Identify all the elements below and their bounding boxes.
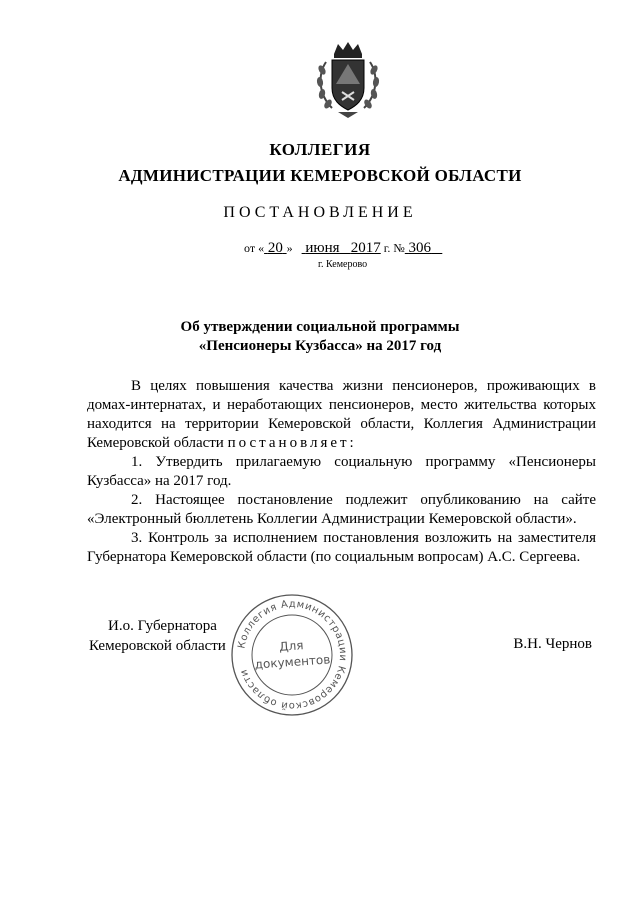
stamp-center-line2: документов (254, 652, 331, 672)
item-paragraph: 3. Контроль за исполнением постановления возложить на заместителя Губернатора Кемеровской области (по социальным вопросам) А.С. Сергеева. (87, 530, 596, 565)
document-body (87, 377, 596, 567)
document-subject (0, 318, 640, 356)
document-type: ПОСТАНОВЛЕНИЕ (223, 204, 417, 221)
preamble-paragraph: В целях повышения качества жизни пенсионеров, проживающих в домах-интернатах, и неработающих пенсионеров, место жительства которых находится на территории Кемеровской области, Коллегия Администрации Кемеровской области постановляет: (87, 378, 596, 451)
city-name: г. Кемерово (318, 259, 368, 270)
org-name-line1: КОЛЛЕГИЯ (269, 140, 371, 159)
coat-of-arms-emblem (312, 40, 384, 120)
subject-line1: Об утверждении социальной программы (180, 319, 460, 335)
date-prefix: от « (244, 241, 265, 255)
item-paragraph: 1. Утвердить прилагаемую социальную программу «Пенсионеры Кузбасса» на 2017 год. (87, 454, 596, 489)
stamp-center-line1: Для (278, 638, 304, 654)
date-year-suffix: г. (383, 241, 391, 255)
org-name-line2: АДМИНИСТРАЦИИ КЕМЕРОВСКОЙ ОБЛАСТИ (118, 166, 522, 185)
subject-line2: «Пенсионеры Кузбасса» на 2017 год (198, 338, 442, 354)
signatory-position (89, 616, 226, 656)
resolves-word: постановляет: (227, 435, 357, 451)
item-paragraph: 2. Настоящее постановление подлежит опубликованию на сайте «Электронный бюллетень Коллегии Администрации Кемеровской области». (87, 492, 596, 527)
date-number-line (244, 240, 442, 257)
official-stamp (229, 592, 355, 718)
signatory-name: В.Н. Чернов (513, 636, 592, 652)
date-month: июня 2017 (305, 240, 381, 256)
number-prefix: № (393, 241, 405, 255)
position-line2: Кемеровской области (89, 638, 226, 654)
document-number: 306 (408, 240, 432, 256)
date-day: 20 (267, 240, 283, 256)
date-quote-close: » (286, 241, 293, 255)
position-line1: И.о. Губернатора (108, 618, 217, 634)
stamp-ring-text: Коллегия Администрации Кемеровской области (236, 598, 349, 712)
